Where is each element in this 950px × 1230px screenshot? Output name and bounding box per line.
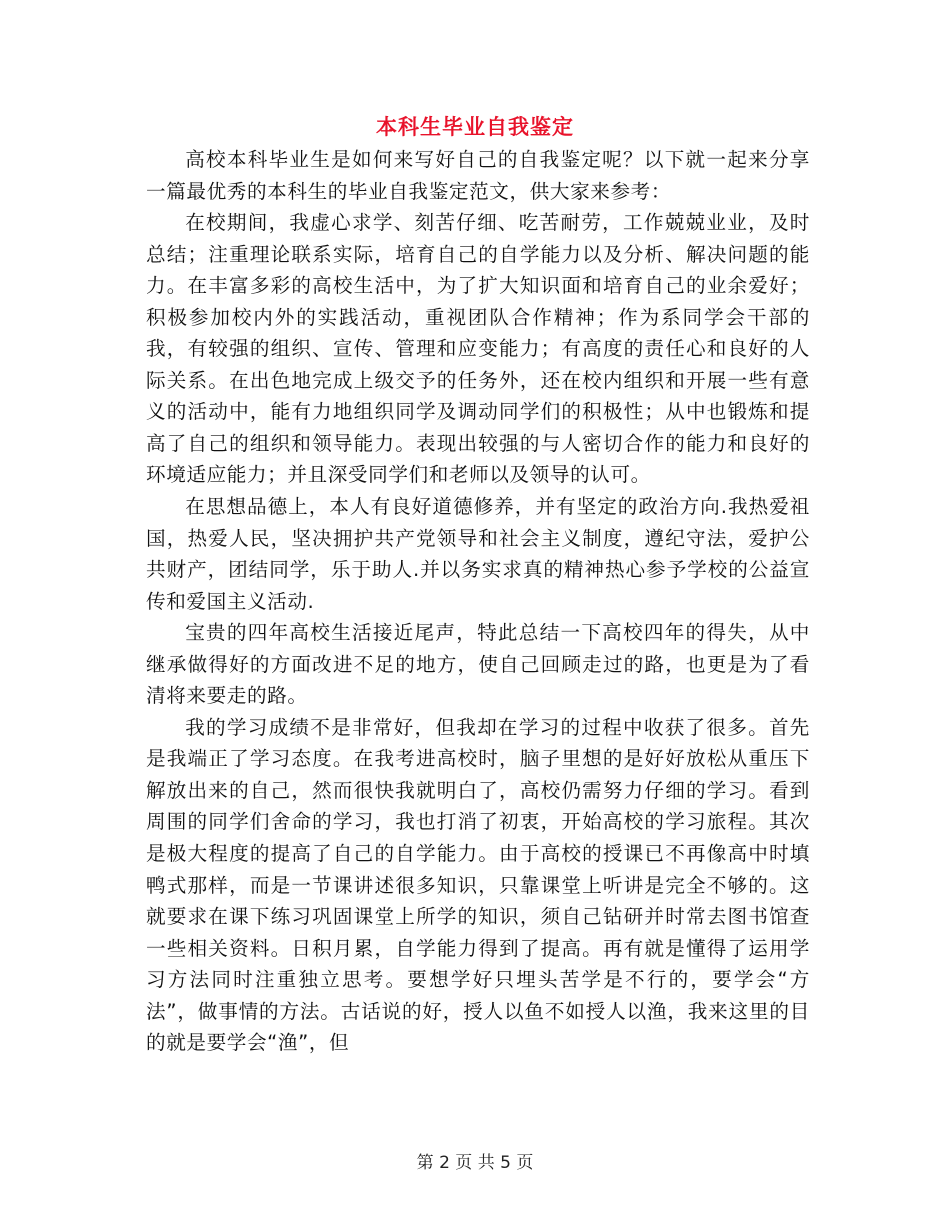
paragraph-moral-character: 在思想品德上，本人有良好道德修养，并有坚定的政治方向.我热爱祖国，热爱人民，坚决拥护共产党领导和社会主义制度，遵纪守法，爱护公共财产，团结同学，乐于助人.并以务实求真的精神热心参予学校的公益宣传和爱国主义活动. [146, 495, 810, 613]
paragraph-four-years: 宝贵的四年高校生活接近尾声，特此总结一下高校四年的得失，从中继承做得好的方面改进不足的地方，使自己回顾走过的路，也更是为了看清将来要走的路。 [146, 621, 810, 708]
document-title: 本科生毕业自我鉴定 [376, 115, 574, 139]
page-number-footer: 第 2 页 共 5 页 [416, 1153, 534, 1173]
paragraph-school-period: 在校期间，我虚心求学、刻苦仔细、吃苦耐劳，工作兢兢业业，及时总结；注重理论联系实际，培育自己的自学能力以及分析、解决问题的能力。在丰富多彩的高校生活中，为了扩大知识面和培育自己的业余爱好；积极参加校内外的实践活动，重视团队合作精神；作为系同学会干部的我，有较强的组织、宣传、管理和应变能力；有高度的责任心和良好的人际关系。在出色地完成上级交予的任务外，还在校内组织和开展一些有意义的活动中，能有力地组织同学及调动同学们的积极性；从中也锻炼和提高了自己的组织和领导能力。表现出较强的与人密切合作的能力和良好的环境适应能力；并且深受同学们和老师以及领导的认可。 [146, 211, 810, 487]
document-body [146, 144, 810, 1059]
paragraph-intro: 高校本科毕业生是如何来写好自己的自我鉴定呢？以下就一起来分享一篇最优秀的本科生的毕业自我鉴定范文，供大家来参考： [146, 148, 810, 203]
paragraph-study: 我的学习成绩不是非常好，但我却在学习的过程中收获了很多。首先是我端正了学习态度。在我考进高校时，脑子里想的是好好放松从重压下解放出来的自己，然而很快我就明白了，高校仍需努力仔细的学习。看到周围的同学们舍命的学习，我也打消了初衷，开始高校的学习旅程。其次是极大程度的提高了自己的自学能力。由于高校的授课已不再像高中时填鸭式那样，而是一节课讲述很多知识，只靠课堂上听讲是完全不够的。这就要求在课下练习巩固课堂上所学的知识，须自己钻研并时常去图书馆查一些相关资料。日积月累，自学能力得到了提高。再有就是懂得了运用学习方法同时注重独立思考。要想学好只埋头苦学是不行的，要学会“方法”，做事情的方法。古话说的好，授人以鱼不如授人以渔，我来这里的目的就是要学会“渔”，但 [146, 715, 810, 1055]
